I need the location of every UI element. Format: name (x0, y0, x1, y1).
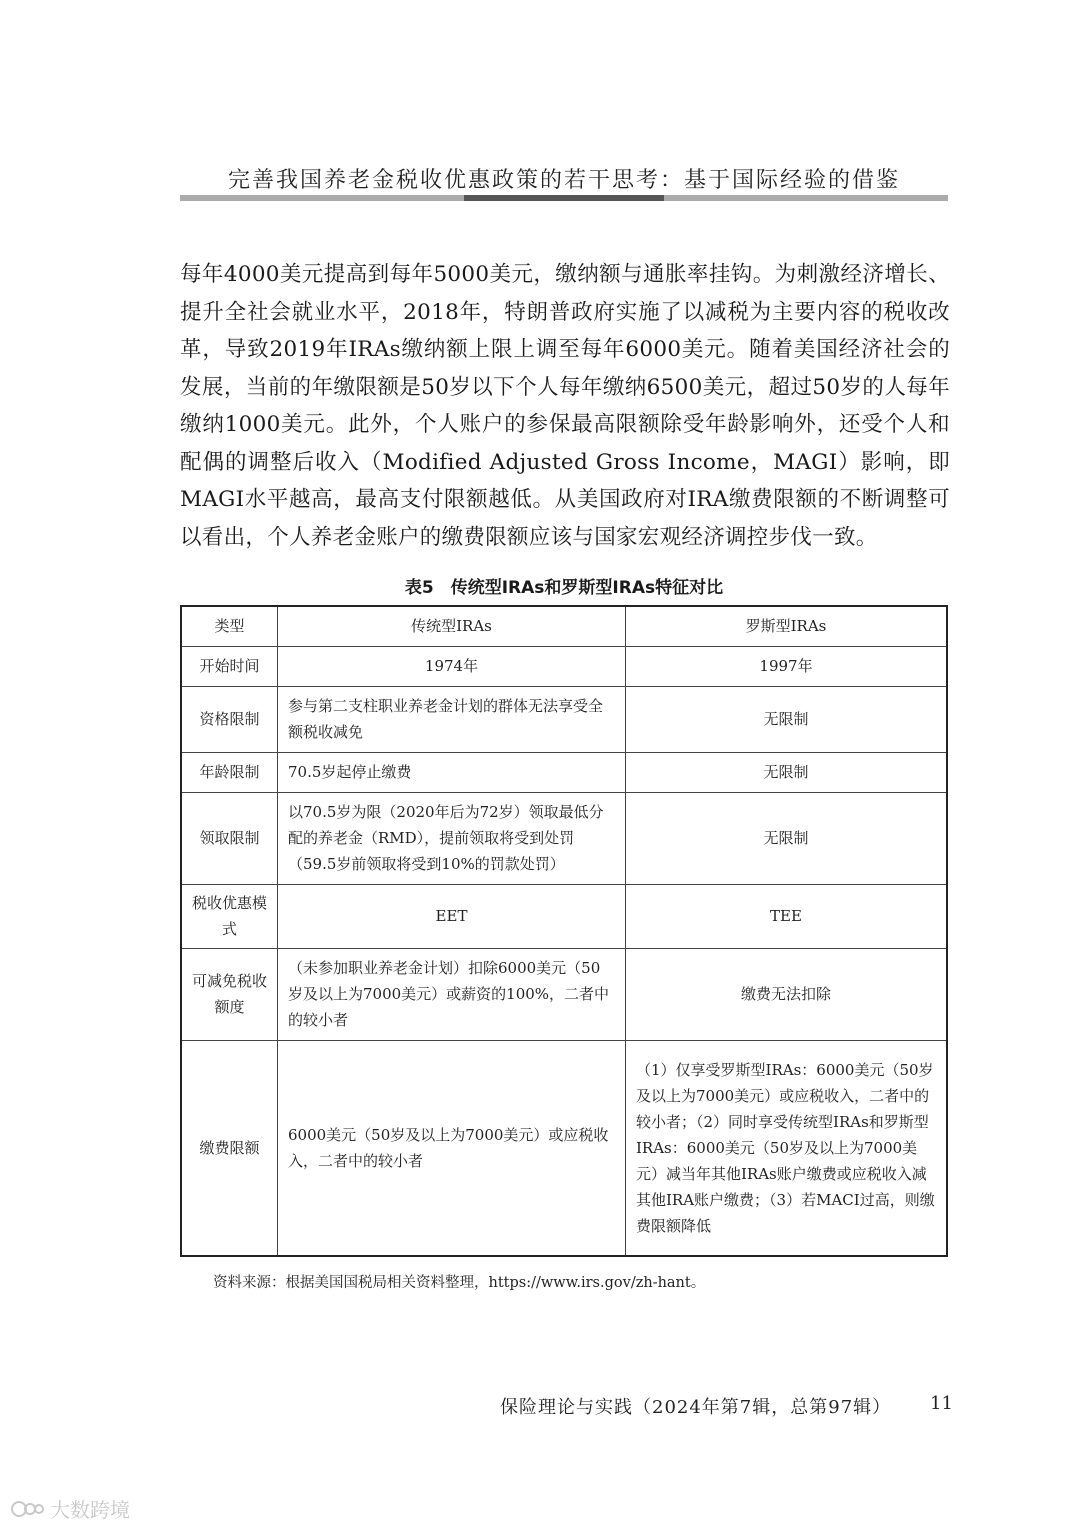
table-row (181, 752, 947, 792)
watermark-logo-icon (10, 1498, 46, 1520)
row-label: 可减免税收额度 (181, 948, 278, 1040)
cell-traditional: 1974年 (278, 646, 626, 686)
table-row (181, 948, 947, 1040)
cell-roth: （1）仅享受罗斯型IRAs：6000美元（50岁及以上为7000美元）或应税收入，二者中的较小者；（2）同时享受传统型IRAs和罗斯型IRAs：6000美元（50岁及以上为7000美元）减当年其他IRAs账户缴费或应税收入减其他IRA账户缴费；（3）若MACI过高，则缴费限额降低 (626, 1040, 948, 1256)
row-label: 缴费限额 (181, 1040, 278, 1256)
watermark (10, 1494, 130, 1523)
table-row (181, 884, 947, 948)
footer-journal: 保险理论与实践（2024年第7辑，总第97辑） (500, 1397, 892, 1418)
running-header-title: 完善我国养老金税收优惠政策的若干思考：基于国际经验的借鉴 (227, 168, 900, 193)
page-number: 11 (930, 1393, 953, 1414)
row-label: 资格限制 (181, 686, 278, 752)
table-row (181, 792, 947, 884)
cell-traditional: 70.5岁起停止缴费 (278, 752, 626, 792)
cell-traditional: 以70.5岁为限（2020年后为72岁）领取最低分配的养老金（RMD），提前领取将受到处罚（59.5岁前领取将受到10%的罚款处罚） (278, 792, 626, 884)
table-header-row (181, 606, 947, 646)
row-label: 开始时间 (181, 646, 278, 686)
cell-roth: 无限制 (626, 752, 948, 792)
header-cell-type: 类型 (181, 606, 278, 646)
cell-traditional: EET (278, 884, 626, 948)
watermark-text: 大数跨境 (50, 1498, 130, 1522)
cell-traditional: （未参加职业养老金计划）扣除6000美元（50岁及以上为7000美元）或薪资的100%，二者中的较小者 (278, 948, 626, 1040)
row-label: 税收优惠模式 (181, 884, 278, 948)
cell-traditional: 参与第二支柱职业养老金计划的群体无法享受全额税收减免 (278, 686, 626, 752)
row-label: 年龄限制 (181, 752, 278, 792)
row-label: 领取限制 (181, 792, 278, 884)
cell-roth: 缴费无法扣除 (626, 948, 948, 1040)
table-row (181, 646, 947, 686)
header-cell-roth: 罗斯型IRAs (626, 606, 948, 646)
body-text (180, 256, 950, 556)
cell-roth: TEE (626, 884, 948, 948)
header-rule (180, 195, 948, 201)
body-paragraph: 每年4000美元提高到每年5000美元，缴纳额与通胀率挂钩。为刺激经济增长、提升全社会就业水平，2018年，特朗普政府实施了以减税为主要内容的税收改革，导致2019年IRAs缴纳额上限上调至每年6000美元。随着美国经济社会的发展，当前的年缴限额是50岁以下个人每年缴纳6500美元，超过50岁的人每年缴纳1000美元。此外，个人账户的参保最高限额除受年龄影响外，还受个人和配偶的调整后收入（Modified Adjusted Gross Income，MAGI）影响，即 MAGI水平越高，最高支付限额越低。从美国政府对IRA缴费限额的不断调整可以看出，个人养老金账户的缴费限额应该与国家宏观经济调控步伐一致。 (180, 262, 950, 550)
cell-traditional: 6000美元（50岁及以上为7000美元）或应税收入，二者中的较小者 (278, 1040, 626, 1256)
header-cell-traditional: 传统型IRAs (278, 606, 626, 646)
table-row (181, 1040, 947, 1256)
cell-roth: 1997年 (626, 646, 948, 686)
table-caption: 表5 传统型IRAs和罗斯型IRAs特征对比 (404, 578, 724, 598)
comparison-table (180, 605, 948, 1257)
table-source-note: 资料来源：根据美国国税局相关资料整理，https://www.irs.gov/zh-hant。 (213, 1275, 706, 1291)
cell-roth: 无限制 (626, 792, 948, 884)
cell-roth: 无限制 (626, 686, 948, 752)
table-row (181, 686, 947, 752)
